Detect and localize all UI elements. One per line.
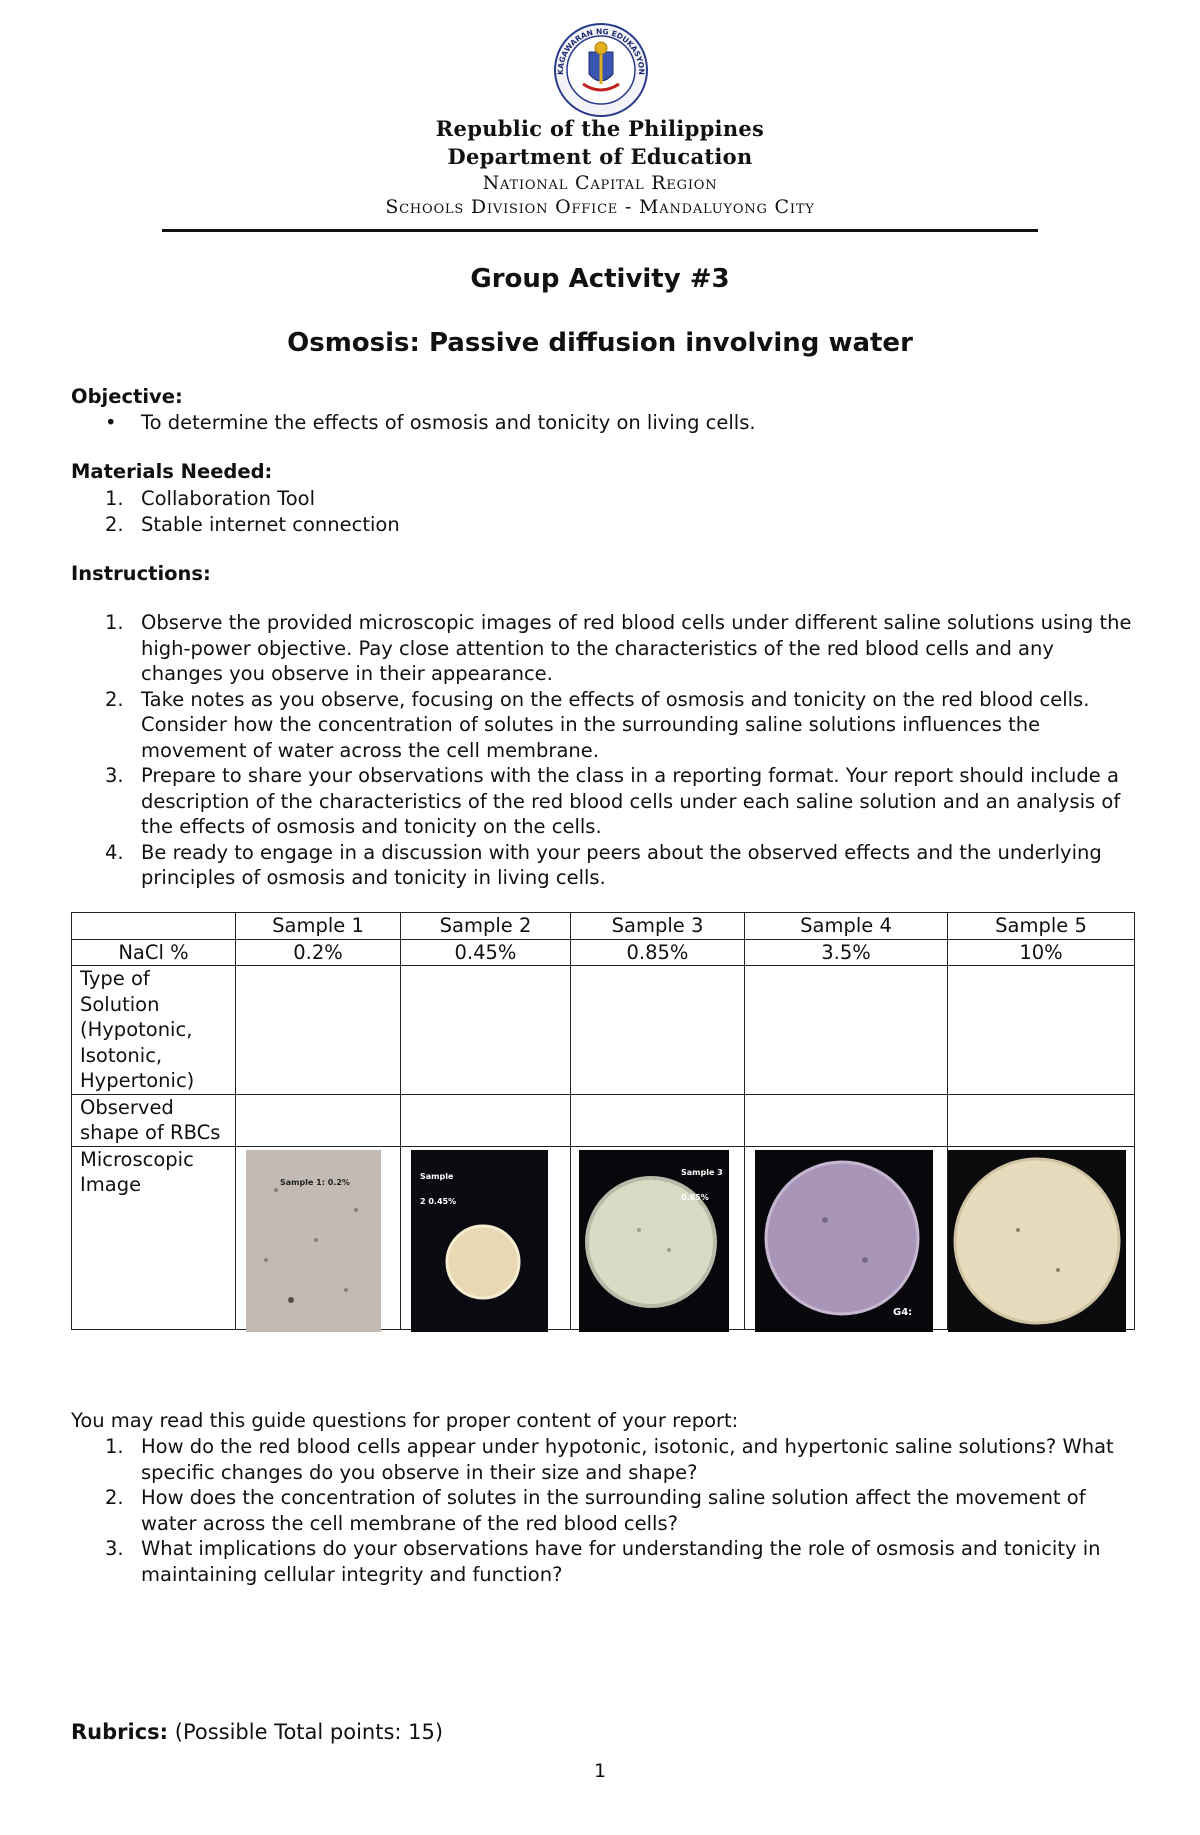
list-item: 3. What implications do your observations have for understanding the role of osmosis and tonicity in maintaining cellular integrity and function? <box>105 1537 1101 1586</box>
list-item: • To determine the effects of osmosis and tonicity on living cells. <box>105 411 756 434</box>
microscope-image-sample-5 <box>948 1150 1126 1332</box>
table-row <box>72 1094 1135 1146</box>
microscope-image-sample-1 <box>246 1150 381 1332</box>
table-row <box>72 1146 1135 1329</box>
header-region: National Capital Region <box>482 172 718 194</box>
solution-type-label: Type of Solution (Hypotonic, Isotonic, Hypertonic) <box>72 966 236 1095</box>
header-republic: Republic of the Philippines <box>435 116 765 141</box>
rbc-shape-cell[interactable] <box>236 1094 401 1146</box>
deped-seal-logo <box>553 22 649 118</box>
materials-list <box>71 486 1141 537</box>
micro-image-caption: Sample 3 0.85% <box>681 1167 723 1202</box>
sample-header: Sample 1 <box>236 913 401 940</box>
table-header-row <box>72 913 1135 940</box>
micro-image-caption: Sample 2 0.45% <box>420 1171 457 1206</box>
list-item: 1. Collaboration Tool <box>105 487 316 510</box>
micro-image-cell <box>401 1146 571 1329</box>
sample-header: Sample 4 <box>745 913 948 940</box>
svg-text:KAGAWARAN NG EDUKASYON: KAGAWARAN NG EDUKASYON <box>555 26 647 75</box>
objective-list <box>71 410 1141 436</box>
list-item: 2. How does the concentration of solutes in the surrounding saline solution affect the movement of water across the cell membrane of the red blood cells? <box>105 1486 1086 1535</box>
guide-intro: You may read this guide questions for proper content of your report: <box>71 1409 739 1432</box>
solution-type-cell[interactable] <box>948 966 1135 1095</box>
header-division-office: Schools Division Office - Mandaluyong City <box>385 196 815 218</box>
list-item: 1. Observe the provided microscopic images of red blood cells under different saline solutions using the high-power objective. Pay close attention to the characteristics of the red blood cells and any changes you observe in their appearance. <box>105 611 1132 685</box>
microscope-image-sample-2 <box>411 1150 548 1332</box>
instructions-heading: Instructions: <box>71 562 211 585</box>
list-item: 4. Be ready to engage in a discussion with your peers about the observed effects and the underlying principles of osmosis and tonicity in living cells. <box>105 840 1102 889</box>
rubrics-line <box>71 1720 443 1744</box>
table-row <box>72 939 1135 966</box>
sample-header: Sample 5 <box>948 913 1135 940</box>
nacl-value: 0.2% <box>236 939 401 966</box>
header-department: Department of Education <box>447 144 753 169</box>
nacl-value: 0.45% <box>401 939 571 966</box>
objective-heading: Objective: <box>71 385 183 408</box>
sample-header: Sample 2 <box>401 913 571 940</box>
header-divider <box>162 229 1038 232</box>
list-item: 2. Take notes as you observe, focusing on the effects of osmosis and tonicity on the red blood cells. Consider how the concentration of solutes in the surrounding saline solutions influences the movement of water across the cell membrane. <box>105 687 1090 762</box>
list-item: 1. How do the red blood cells appear under hypotonic, isotonic, and hypertonic saline solutions? What specific changes do you observe in their size and shape? <box>105 1435 1114 1484</box>
micro-image-cell <box>745 1146 948 1343</box>
nacl-value: 3.5% <box>745 939 948 966</box>
materials-heading: Materials Needed: <box>71 460 273 483</box>
page-number: 1 <box>593 1760 607 1782</box>
table-row <box>72 966 1135 1095</box>
table-corner-cell <box>72 913 236 940</box>
guide-questions-list <box>71 1434 1141 1587</box>
rbc-shape-cell[interactable] <box>571 1094 745 1146</box>
micro-image-cell <box>236 1146 401 1329</box>
sample-header: Sample 3 <box>571 913 745 940</box>
solution-type-cell[interactable] <box>401 966 571 1095</box>
rbc-shape-cell[interactable] <box>401 1094 571 1146</box>
rubrics-total: (Possible Total points: 15) <box>174 1720 444 1744</box>
rbc-shape-cell[interactable] <box>948 1094 1135 1146</box>
activity-title: Group Activity #3 <box>470 264 730 294</box>
nacl-label: NaCl % <box>72 939 236 966</box>
instructions-list <box>71 610 1141 891</box>
list-item: 2. Stable internet connection <box>105 512 400 536</box>
micro-image-cell <box>948 1146 1135 1329</box>
microscope-image-sample-4 <box>755 1150 933 1343</box>
rbc-shape-cell[interactable] <box>745 1094 948 1146</box>
micro-image-caption: G4: 3.5% <box>893 1306 921 1343</box>
microscope-image-sample-3 <box>579 1150 729 1332</box>
nacl-value: 10% <box>948 939 1135 966</box>
micro-image-label: Microscopic Image <box>72 1146 236 1329</box>
micro-image-caption: Sample 1: 0.2% <box>280 1177 350 1187</box>
observation-table <box>71 912 1135 1343</box>
solution-type-cell[interactable] <box>745 966 948 1095</box>
rbc-shape-label: Observed shape of RBCs <box>72 1094 236 1146</box>
list-item: 3. Prepare to share your observations with the class in a reporting format. Your report should include a description of the characteristics of the red blood cells under each saline solution and an analysis of the effects of osmosis and tonicity on the cells. <box>105 764 1121 838</box>
micro-image-cell <box>571 1146 745 1329</box>
activity-subtitle: Osmosis: Passive diffusion involving water <box>287 328 913 358</box>
nacl-value: 0.85% <box>571 939 745 966</box>
solution-type-cell[interactable] <box>571 966 745 1095</box>
solution-type-cell[interactable] <box>236 966 401 1095</box>
rubrics-label: Rubrics: <box>71 1720 169 1744</box>
